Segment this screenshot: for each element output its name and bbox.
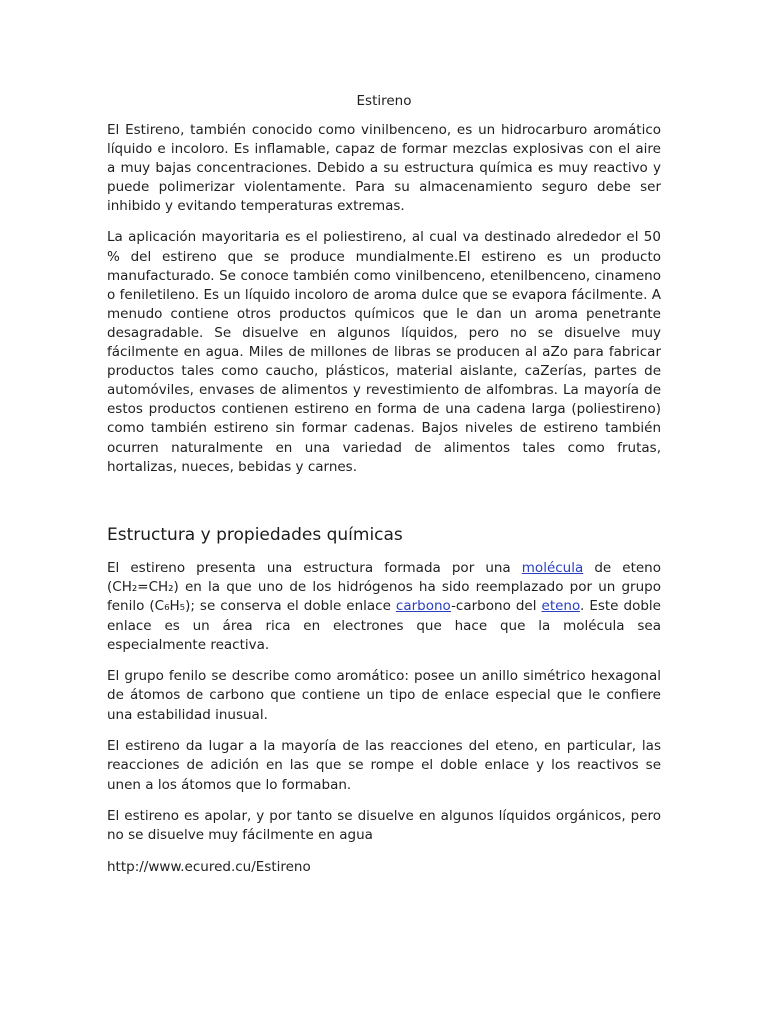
application-paragraph: La aplicación mayoritaria es el poliestireno, al cual va destinado alrededor el 50 % del estireno que se produce mundialmente.El estireno es un producto manufacturado. Se conoce también como vinilbenceno, etenilbenceno, cinameno o feniletileno. Es un líquido incoloro de aroma dulce que se evapora fácilmente. A menudo contiene otros productos químicos que le dan un aroma penetrante desagradable. Se disuelve en algunos líquidos, pero no se disuelve muy fácilmente en agua. Miles de millones de libras se producen al aZo para fabricar productos tales como caucho, plásticos, material aislante, caZerías, partes de automóviles, envases de alimentos y revestimiento de alfombras. La mayoría de estos productos contienen estireno en forma de una cadena larga (poliestireno) como también estireno sin formar cadenas. Bajos niveles de estireno también ocurren naturalmente en una variedad de alimentos tales como frutas, hortalizas, nueces, bebidas y carnes. [107,229,661,475]
intro-paragraph: El Estireno, también conocido como vinilbenceno, es un hidrocarburo aromático líquido e incoloro. Es inflamable, capaz de formar mezclas explosivas con el aire a muy bajas concentraciones. Debido a su estructura química es muy reactivo y puede polimerizar violentamente. Para su almacenamiento seguro debe ser inhibido y evitando temperaturas extremas. [107,122,661,215]
structure-paragraph [107,559,661,655]
structure-text-3: -carbono del [451,598,542,615]
section-heading: Estructura y propiedades químicas [107,524,403,545]
link-eteno[interactable]: eteno [541,598,580,615]
document-title: Estireno [356,93,412,109]
document-page [107,92,661,877]
structure-text-1: El estireno presenta una estructura formada por una [107,559,522,576]
source-url: http://www.ecured.cu/Estireno [107,858,311,875]
polarity-paragraph: El estireno es apolar, y por tanto se disuelve en algunos líquidos orgánicos, pero no se disuelve muy fácilmente en agua [107,807,661,844]
reactions-paragraph: El estireno da lugar a la mayoría de las reacciones del eteno, en particular, las reacciones de adición en las que se rompe el doble enlace y los reactivos se unen a los átomos que lo formaban. [107,738,661,793]
link-molecula[interactable]: molécula [521,559,584,576]
structure-text-2: de eteno (CH₂=CH₂) en la que uno de los hidrógenos ha sido reemplazado por un grupo fenilo (C₆H₅); se conserva el doble enlace [107,559,661,615]
phenyl-paragraph: El grupo fenilo se describe como aromático: posee un anillo simétrico hexagonal de átomos de carbono que contiene un tipo de enlace especial que le confiere una estabilidad inusual. [107,668,661,723]
structure-text-4: . Este doble enlace es un área rica en electrones que hace que la molécula sea especialmente reactiva. [107,598,661,653]
link-carbono[interactable]: carbono [395,598,452,615]
